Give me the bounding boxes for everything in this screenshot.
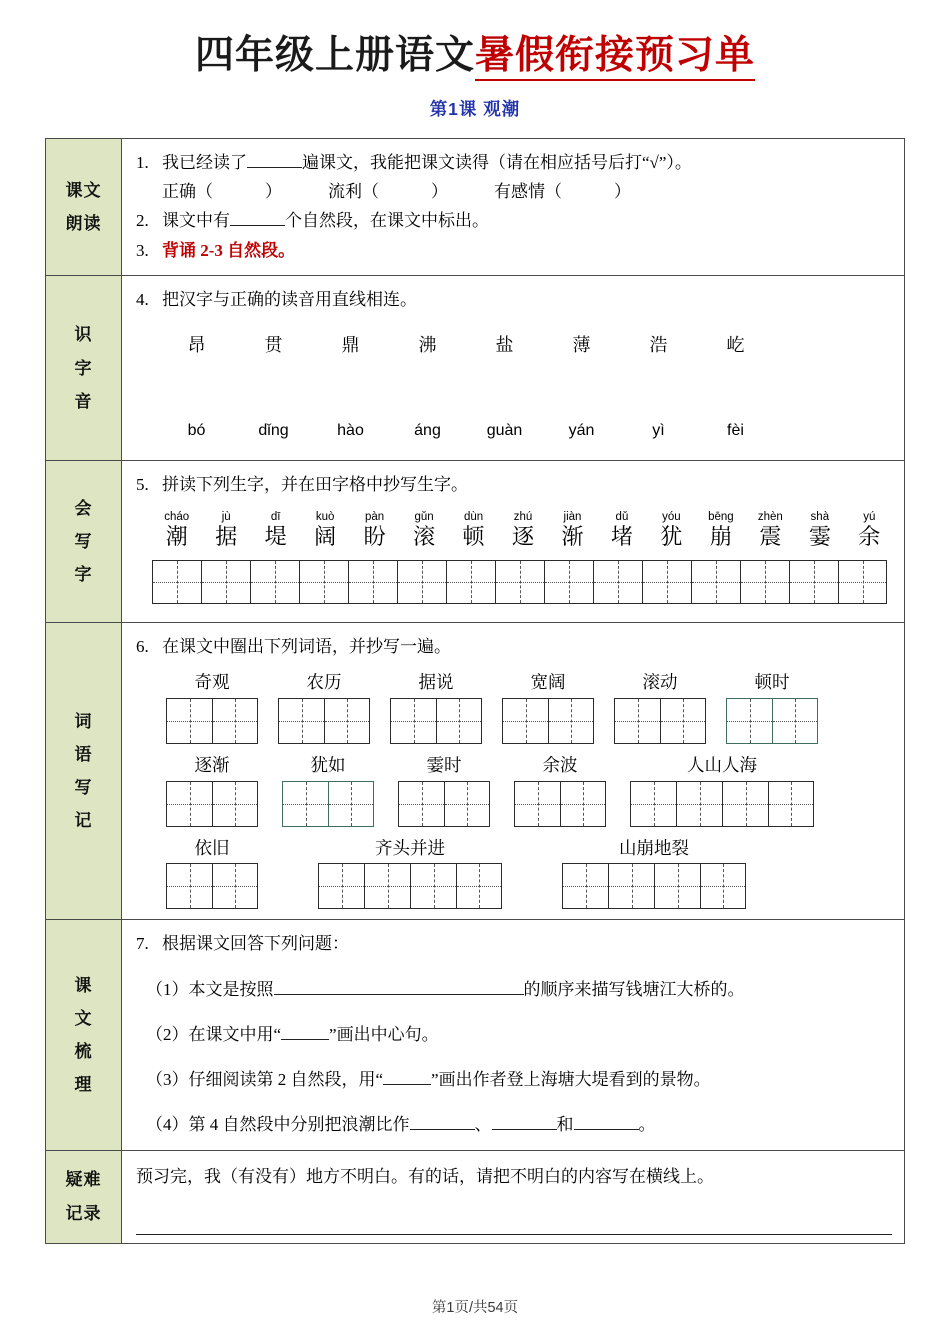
tianzige-cell[interactable]: [691, 560, 740, 604]
row-label-pinyin-line-2: 字: [74, 358, 93, 378]
tianzige-cell[interactable]: [630, 781, 676, 827]
question-7-4-number: （4）: [146, 1115, 189, 1135]
word-copy-item: [166, 671, 258, 744]
row-body-notes: [122, 1150, 905, 1243]
tianzige-cell[interactable]: [364, 863, 410, 909]
word-copy-label: 犹如: [310, 754, 346, 775]
tianzige-cell[interactable]: [502, 698, 548, 744]
tianzige-cell[interactable]: [390, 698, 436, 744]
tianzige-grid[interactable]: [726, 698, 818, 744]
row-label-pinyin-line-3: 音: [74, 391, 93, 411]
tianzige-cell[interactable]: [768, 781, 814, 827]
question-3-number: 3.: [136, 240, 149, 260]
lesson-subtitle: 第1课 观潮: [429, 98, 521, 119]
writing-character-hanzi: 顿: [462, 524, 485, 550]
row-label-writing: [46, 461, 122, 622]
writing-character-pinyin: zhú: [513, 510, 533, 523]
question-4: [136, 285, 894, 314]
writing-character-10: [647, 511, 696, 551]
question-6: [136, 632, 894, 661]
tianzige-cell[interactable]: [544, 560, 593, 604]
word-copy-item: [318, 837, 502, 910]
tianzige-grid[interactable]: [390, 698, 482, 744]
tianzige-cell[interactable]: [212, 781, 258, 827]
match-pinyin-row: [136, 417, 894, 445]
worksheet-table: [45, 138, 905, 1244]
word-copy-label: 人山人海: [687, 754, 757, 775]
question-7-1-text-a: 本文是按照: [188, 979, 274, 999]
writing-character-hanzi: 渐: [561, 524, 584, 550]
word-copy-item: [278, 671, 370, 744]
word-copy-rows: [136, 671, 894, 909]
tianzige-cell[interactable]: [436, 698, 482, 744]
row-label-words-line-4: 记: [74, 811, 93, 831]
question-7: [136, 929, 894, 958]
tianzige-cell[interactable]: [654, 863, 700, 909]
match-hanzi-1[interactable]: 贯: [264, 335, 283, 356]
question-2-text-b: 个自然段，在课文中标出。: [285, 211, 489, 231]
row-label-writing-line-1: 会: [74, 498, 93, 518]
tianzige-cell[interactable]: [740, 560, 789, 604]
notes-prompt: 预习完，我（有没有）地方不明白。有的话，请把不明白的内容写在横线上。: [136, 1166, 714, 1186]
match-pinyin-0[interactable]: bó: [187, 421, 206, 439]
writing-character-hanzi: 阔: [314, 524, 337, 550]
writing-character-pinyin: yóu: [662, 510, 681, 523]
word-copy-label: 山崩地裂: [619, 837, 689, 858]
tianzige-cell[interactable]: [614, 698, 660, 744]
word-copy-row: [136, 754, 894, 827]
row-label-comprehension-line-1: 课: [74, 975, 93, 995]
question-7-4: [136, 1110, 894, 1139]
question-7-4-text-d: 。: [638, 1115, 656, 1135]
writing-character-3: [300, 511, 349, 551]
writing-character-5: [399, 511, 448, 551]
tianzige-grid[interactable]: [502, 698, 594, 744]
writing-character-pinyin: jù: [221, 510, 231, 523]
row-label-words-line-1: 词: [74, 711, 93, 731]
match-hanzi-6[interactable]: 浩: [649, 335, 668, 356]
question-7-2-number: （2）: [146, 1024, 189, 1044]
word-copy-item: [630, 754, 814, 827]
question-7-number: 7.: [136, 934, 149, 954]
writing-character-hanzi: 滚: [413, 524, 436, 550]
tianzige-grid[interactable]: [398, 781, 490, 827]
writing-character-pinyin: pàn: [365, 510, 385, 523]
writing-character-pinyin: gǔn: [414, 510, 434, 523]
tianzige-cell[interactable]: [772, 698, 818, 744]
question-1: [136, 148, 894, 177]
writing-character-hanzi: 犹: [660, 524, 683, 550]
question-7-4-blank-3[interactable]: [574, 1129, 639, 1130]
writing-character-hanzi: 潮: [165, 524, 188, 550]
tianzige-cell[interactable]: [201, 560, 250, 604]
word-copy-label: 据说: [418, 672, 454, 693]
option-emotion[interactable]: [494, 182, 631, 201]
row-label-reading: [46, 138, 122, 275]
option-fluent[interactable]: [328, 182, 448, 201]
question-1-text-b: 遍课文，我能把课文读得（请在相应括号后打“√”）。: [302, 152, 692, 172]
question-7-2-text-a: 在课文中用“: [188, 1024, 282, 1044]
tianzige-cell[interactable]: [608, 863, 654, 909]
word-copy-label: 霎时: [426, 754, 462, 775]
writing-character-13: [795, 511, 844, 551]
word-copy-item: [166, 754, 258, 827]
writing-character-pinyin: dǔ: [615, 510, 629, 523]
writing-character-11: [696, 511, 745, 551]
writing-character-6: [449, 511, 498, 551]
question-5: [136, 470, 894, 499]
tianzige-cell[interactable]: [282, 781, 328, 827]
tianzige-grid[interactable]: [152, 560, 887, 604]
writing-character-pinyin: jiàn: [563, 510, 582, 523]
question-7-2: [136, 1020, 894, 1049]
tianzige-cell[interactable]: [562, 863, 608, 909]
row-body-words: [122, 622, 905, 919]
question-7-1-blank[interactable]: [274, 994, 524, 995]
word-copy-item: [502, 671, 594, 744]
tianzige-cell[interactable]: [789, 560, 838, 604]
writing-practice-grid[interactable]: [136, 560, 894, 604]
writing-character-hanzi: 霎: [808, 524, 831, 550]
word-copy-item: [726, 671, 818, 744]
notes-answer-line[interactable]: [136, 1195, 892, 1235]
writing-character-pinyin: cháo: [164, 510, 190, 523]
tianzige-cell[interactable]: [560, 781, 606, 827]
option-correct-label: 正确（: [162, 182, 213, 202]
tianzige-cell[interactable]: [838, 560, 887, 604]
tianzige-grid[interactable]: [514, 781, 606, 827]
tianzige-cell[interactable]: [318, 863, 364, 909]
option-correct-close: ）: [265, 182, 282, 202]
word-copy-label: 逐渐: [194, 754, 230, 775]
writing-character-pinyin: yú: [863, 510, 876, 523]
tianzige-cell[interactable]: [348, 560, 397, 604]
option-emotion-label: 有感情（: [494, 182, 562, 202]
question-6-number: 6.: [136, 636, 149, 656]
tianzige-cell[interactable]: [299, 560, 348, 604]
match-hanzi-4[interactable]: 盐: [495, 335, 514, 356]
option-fluent-close: ）: [431, 182, 448, 202]
question-2: [136, 206, 894, 235]
writing-character-pinyin: bēng: [708, 510, 734, 523]
tianzige-cell[interactable]: [212, 698, 258, 744]
word-copy-item: [514, 754, 606, 827]
writing-character-pinyin: dī: [270, 510, 281, 523]
match-pinyin-7[interactable]: fèi: [727, 421, 744, 439]
row-body-writing: [122, 461, 905, 622]
question-1-text-a: 我已经读了: [162, 152, 247, 172]
tianzige-cell[interactable]: [398, 781, 444, 827]
question-1-options: [136, 177, 894, 206]
question-7-3-text-a: 仔细阅读第 2 自然段，用“: [188, 1070, 384, 1090]
match-hanzi-0[interactable]: 昂: [187, 335, 206, 356]
question-7-3-blank[interactable]: [383, 1084, 431, 1085]
row-label-reading-line-2: 朗读: [65, 213, 102, 233]
tianzige-cell[interactable]: [212, 863, 258, 909]
tianzige-cell[interactable]: [676, 781, 722, 827]
tianzige-cell[interactable]: [250, 560, 299, 604]
tianzige-grid[interactable]: [614, 698, 706, 744]
row-label-comprehension: [46, 920, 122, 1150]
word-copy-label: 余波: [542, 754, 578, 775]
tianzige-grid[interactable]: [562, 863, 746, 909]
writing-character-0: [152, 511, 201, 551]
word-copy-item: [398, 754, 490, 827]
tianzige-cell[interactable]: [495, 560, 544, 604]
question-4-text: 把汉字与正确的读音用直线相连。: [162, 289, 417, 309]
tianzige-cell[interactable]: [700, 863, 746, 909]
writing-character-hanzi: 堵: [610, 524, 633, 550]
tianzige-cell[interactable]: [446, 560, 495, 604]
tianzige-cell[interactable]: [722, 781, 768, 827]
tianzige-cell[interactable]: [642, 560, 691, 604]
row-label-pinyin-line-1: 识: [74, 325, 93, 345]
question-2-number: 2.: [136, 211, 149, 231]
row-label-comprehension-line-4: 理: [74, 1075, 93, 1095]
tianzige-cell[interactable]: [152, 560, 201, 604]
writing-character-hanzi: 崩: [709, 524, 732, 550]
writing-character-7: [498, 511, 547, 551]
match-hanzi-2[interactable]: 鼎: [341, 335, 360, 356]
question-6-text: 在课文中圈出下列词语，并抄写一遍。: [162, 636, 451, 656]
row-label-comprehension-line-3: 梳: [74, 1041, 93, 1061]
tianzige-grid[interactable]: [166, 698, 258, 744]
question-4-number: 4.: [136, 289, 149, 309]
title-block: [0, 0, 950, 121]
tianzige-cell[interactable]: [278, 698, 324, 744]
match-pinyin-2[interactable]: hào: [337, 421, 364, 439]
tianzige-cell[interactable]: [166, 863, 212, 909]
title-red-part: 暑假衔接预习单: [475, 34, 755, 81]
tianzige-cell[interactable]: [660, 698, 706, 744]
question-7-1-text-b: 的顺序来描写钱塘江大桥的。: [523, 979, 745, 999]
page-footer: [0, 1296, 950, 1317]
page-title: [0, 34, 950, 79]
match-pinyin-4[interactable]: guàn: [486, 421, 523, 439]
match-pinyin-5[interactable]: yán: [568, 421, 595, 439]
question-3-text: 背诵 2-3 自然段。: [162, 240, 296, 260]
row-label-notes-line-1: 疑难: [65, 1170, 102, 1190]
word-copy-item: [390, 671, 482, 744]
question-7-2-blank[interactable]: [281, 1039, 329, 1040]
tianzige-grid[interactable]: [318, 863, 502, 909]
table-row-reading: [46, 138, 905, 275]
tianzige-cell[interactable]: [593, 560, 642, 604]
option-correct[interactable]: [162, 182, 282, 201]
row-label-notes: [46, 1150, 122, 1243]
word-copy-label: 齐头并进: [375, 837, 445, 858]
tianzige-grid[interactable]: [166, 863, 258, 909]
question-2-blank[interactable]: [230, 225, 285, 226]
tianzige-cell[interactable]: [548, 698, 594, 744]
word-copy-label: 奇观: [194, 672, 230, 693]
writing-character-12: [746, 511, 795, 551]
row-label-reading-line-1: 课文: [65, 180, 102, 200]
match-pinyin-3[interactable]: áng: [414, 421, 441, 439]
tianzige-grid[interactable]: [630, 781, 814, 827]
tianzige-cell[interactable]: [328, 781, 374, 827]
word-copy-label: 宽阔: [530, 672, 566, 693]
word-copy-row: [136, 837, 894, 910]
table-row-notes: [46, 1150, 905, 1243]
writing-character-1: [201, 511, 250, 551]
match-hanzi-7[interactable]: 屹: [726, 335, 745, 356]
word-copy-item: [282, 754, 374, 827]
tianzige-grid[interactable]: [278, 698, 370, 744]
match-hanzi-5[interactable]: 薄: [572, 335, 591, 356]
writing-character-row: [136, 511, 894, 551]
match-pinyin-1[interactable]: dǐng: [258, 421, 289, 439]
tianzige-cell[interactable]: [444, 781, 490, 827]
row-label-notes-line-2: 记录: [65, 1203, 102, 1223]
question-7-3-text-b: ”画出作者登上海塘大堤看到的景物。: [431, 1070, 711, 1090]
tianzige-cell[interactable]: [324, 698, 370, 744]
writing-character-hanzi: 逐: [512, 524, 535, 550]
tianzige-cell[interactable]: [166, 781, 212, 827]
writing-character-hanzi: 震: [759, 524, 782, 550]
writing-character-9: [597, 511, 646, 551]
tianzige-grid[interactable]: [282, 781, 374, 827]
page-number: 第1页/共54页: [431, 1300, 519, 1316]
row-label-comprehension-line-2: 文: [74, 1008, 93, 1028]
title-black-part: 四年级上册语文: [194, 34, 475, 77]
table-row-comprehension: [46, 920, 905, 1150]
question-7-4-text-a: 第 4 自然段中分别把浪潮比作: [188, 1115, 410, 1135]
question-1-blank[interactable]: [247, 167, 302, 168]
row-label-words-line-3: 写: [74, 778, 93, 798]
row-body-comprehension: [122, 920, 905, 1150]
tianzige-cell[interactable]: [456, 863, 502, 909]
row-label-pinyin: [46, 275, 122, 461]
row-body-pinyin: [122, 275, 905, 461]
question-7-4-blank-2[interactable]: [492, 1129, 557, 1130]
table-row-pinyin: [46, 275, 905, 461]
writing-character-14: [845, 511, 894, 551]
word-copy-label: 农历: [306, 672, 342, 693]
question-2-text-a: 课文中有: [162, 211, 230, 231]
tianzige-cell[interactable]: [410, 863, 456, 909]
writing-character-8: [548, 511, 597, 551]
writing-character-pinyin: kuò: [315, 510, 335, 523]
row-label-writing-line-3: 字: [74, 565, 93, 585]
match-hanzi-3[interactable]: 沸: [418, 335, 437, 356]
match-hanzi-row: [136, 330, 894, 361]
word-copy-label: 依旧: [194, 837, 230, 858]
table-row-words: [46, 622, 905, 919]
question-7-2-text-b: ”画出中心句。: [329, 1024, 439, 1044]
question-3: [136, 236, 894, 265]
writing-character-pinyin: dùn: [463, 510, 484, 523]
tianzige-cell[interactable]: [397, 560, 446, 604]
tianzige-cell[interactable]: [726, 698, 772, 744]
tianzige-grid[interactable]: [166, 781, 258, 827]
writing-character-hanzi: 堤: [264, 524, 287, 550]
question-1-number: 1.: [136, 152, 149, 172]
writing-character-4: [350, 511, 399, 551]
row-body-reading: [122, 138, 905, 275]
question-7-1: [136, 975, 894, 1004]
table-row-writing: [46, 461, 905, 622]
tianzige-cell[interactable]: [514, 781, 560, 827]
writing-character-pinyin: zhèn: [757, 510, 783, 523]
word-copy-item: [614, 671, 706, 744]
question-7-1-number: （1）: [146, 979, 189, 999]
tianzige-cell[interactable]: [166, 698, 212, 744]
question-7-4-text-b: 、: [474, 1115, 492, 1135]
row-label-words-line-2: 语: [74, 744, 93, 764]
question-7-4-blank-1[interactable]: [410, 1129, 475, 1130]
question-7-4-text-c: 和: [556, 1115, 574, 1135]
writing-character-2: [251, 511, 300, 551]
option-emotion-close: ）: [614, 182, 631, 202]
word-copy-item: [562, 837, 746, 910]
question-5-number: 5.: [136, 475, 149, 495]
row-label-words: [46, 622, 122, 919]
word-copy-label: 滚动: [642, 672, 678, 693]
writing-character-hanzi: 盼: [363, 524, 386, 550]
row-label-writing-line-2: 写: [74, 532, 93, 552]
question-5-text: 拼读下列生字，并在田字格中抄写生字。: [162, 475, 468, 495]
word-copy-label: 顿时: [754, 672, 790, 693]
writing-character-pinyin: shà: [810, 510, 830, 523]
question-7-3: [136, 1065, 894, 1094]
option-fluent-label: 流利（: [328, 182, 379, 202]
word-copy-row: [136, 671, 894, 744]
writing-character-hanzi: 余: [858, 524, 881, 550]
question-7-3-number: （3）: [146, 1070, 189, 1090]
match-pinyin-6[interactable]: yì: [652, 421, 665, 439]
question-7-text: 根据课文回答下列问题：: [162, 934, 349, 954]
word-copy-item: [166, 837, 258, 910]
writing-character-hanzi: 据: [215, 524, 238, 550]
